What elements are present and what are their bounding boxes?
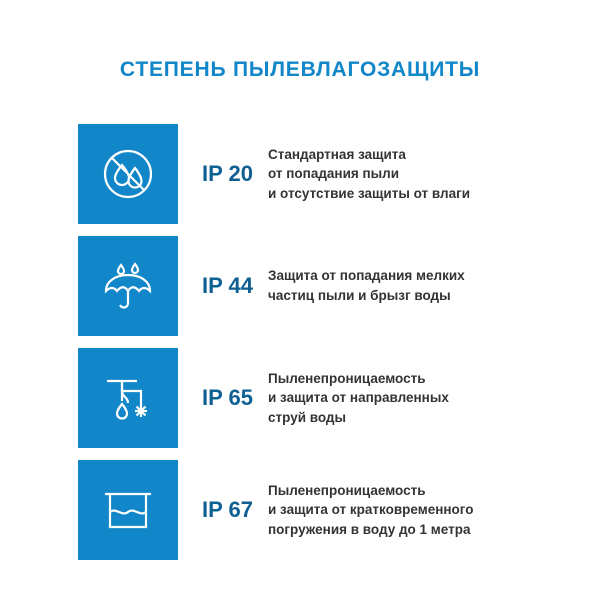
desc-line: Пыленепроницаемость: [268, 370, 426, 386]
page-title: СТЕПЕНЬ ПЫЛЕВЛАГОЗАЩИТЫ: [119, 58, 481, 81]
row-content: [178, 460, 538, 560]
ip-code: IP 65: [202, 385, 253, 410]
ip-description: [266, 369, 538, 428]
icon-container-ip20: [78, 124, 178, 224]
desc-line: частиц пыли и брызг воды: [268, 288, 451, 303]
desc-line: Пыленепроницаемость: [268, 482, 426, 498]
ip-code: IP 67: [202, 497, 253, 522]
icon-container-ip44: [78, 236, 178, 336]
no-water-drops-icon: [97, 143, 159, 205]
desc-line: погружения в воду до 1 метра: [268, 521, 471, 537]
row-content: [178, 124, 538, 224]
ip-rating-list: [78, 124, 538, 572]
desc-line: Стандартная защита: [268, 146, 406, 162]
icon-container-ip67: [78, 460, 178, 560]
list-item: [78, 460, 538, 560]
ip-description: [266, 266, 538, 305]
immersion-container-icon: [97, 479, 159, 541]
desc-line: и защита от кратковременного: [268, 502, 474, 518]
desc-line: и отсутствие защиты от влаги: [268, 185, 471, 201]
faucet-water-jet-icon: [97, 367, 159, 429]
desc-line: от попадания пыли: [268, 166, 400, 182]
icon-container-ip65: [78, 348, 178, 448]
ip-code: IP 44: [202, 273, 253, 298]
row-content: [178, 236, 538, 336]
ip-description: [266, 145, 538, 204]
ip-description: [266, 481, 538, 540]
list-item: [78, 236, 538, 336]
list-item: [78, 348, 538, 448]
list-item: [78, 124, 538, 224]
desc-line: струй воды: [268, 409, 347, 425]
ip-code: IP 20: [202, 161, 253, 186]
desc-line: Защита от попадания мелких: [268, 268, 465, 284]
umbrella-with-drops-icon: [97, 255, 159, 317]
desc-line: и защита от направленных: [268, 390, 449, 406]
row-content: [178, 348, 538, 448]
